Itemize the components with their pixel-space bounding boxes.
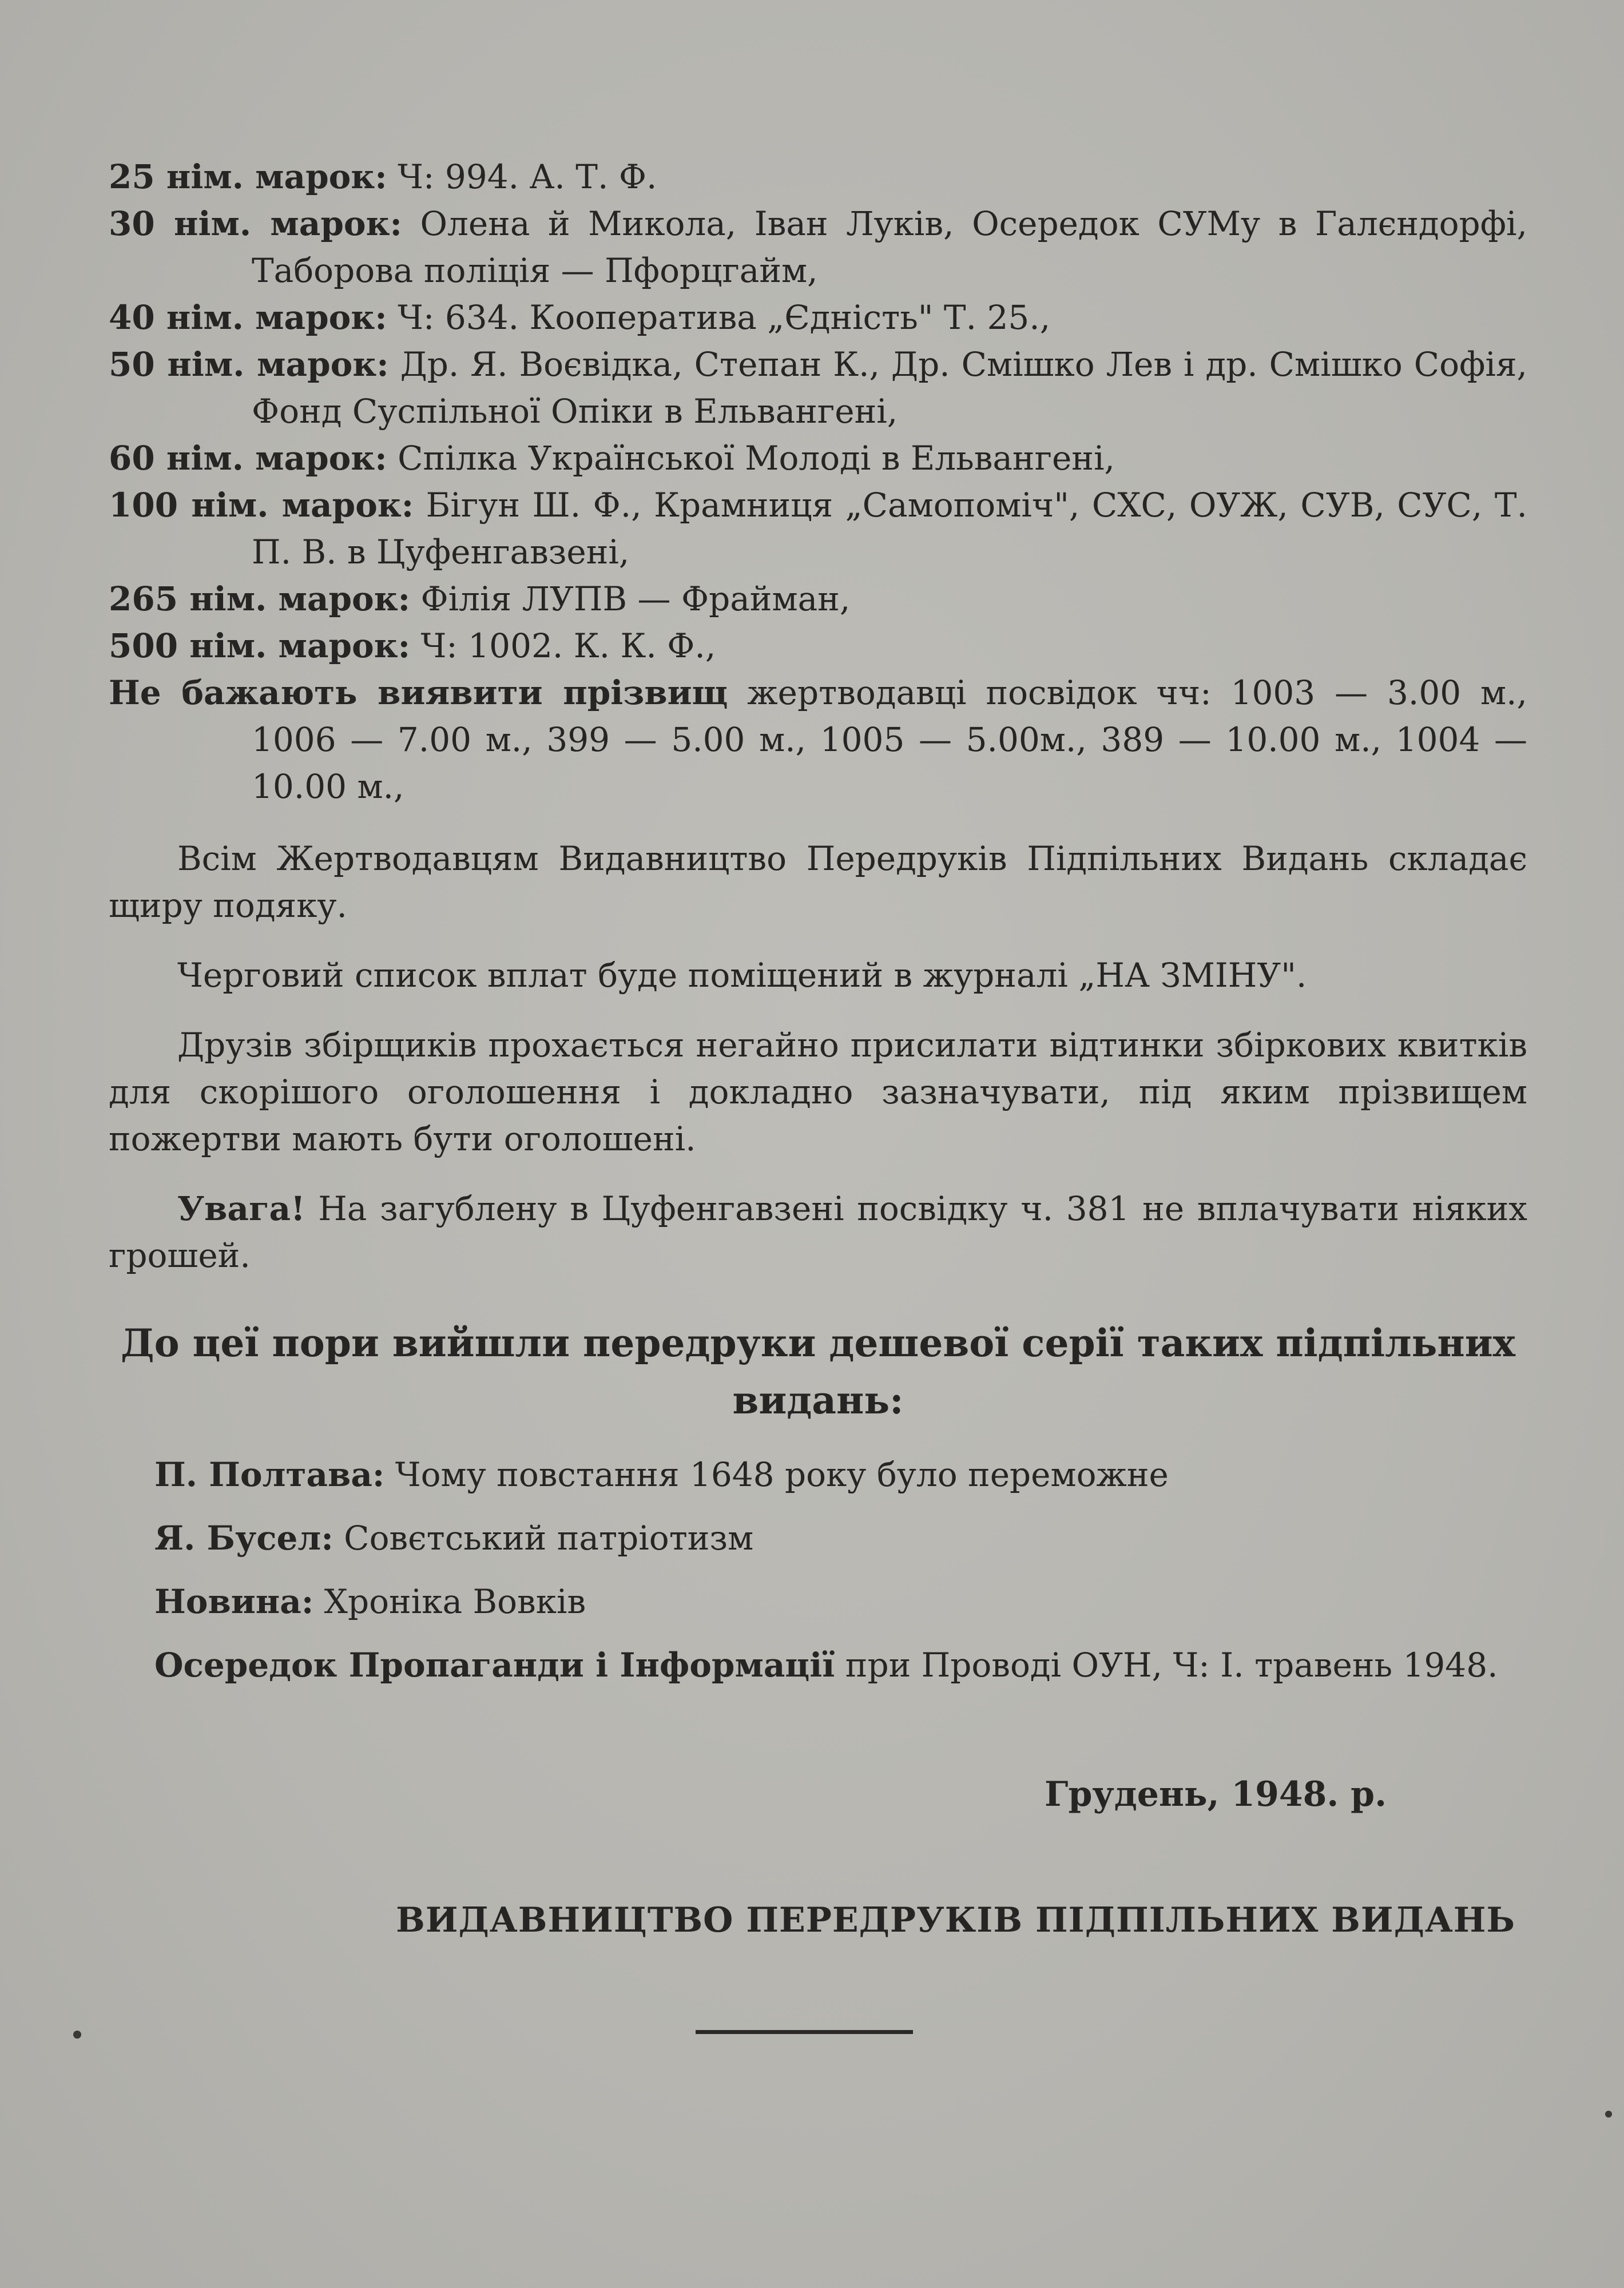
publication-item: [154, 1642, 1527, 1688]
donation-donors: Ч: 994. А. Т. Ф.: [387, 157, 657, 196]
publication-author: Я. Бусел:: [154, 1519, 333, 1558]
donation-amount-label: 30 нім. марок:: [109, 204, 402, 243]
print-speck: [1605, 2111, 1612, 2118]
warning-label: Увага!: [177, 1189, 305, 1228]
publication-title: при Проводі ОУН, Ч: І. травень 1948.: [835, 1646, 1498, 1685]
donation-donors: Ч: 1002. К. К. Ф.,: [410, 626, 716, 665]
donation-row: [109, 482, 1527, 575]
donation-row: [109, 435, 1527, 482]
publications-list: [109, 1452, 1527, 1688]
donation-row: [109, 575, 1527, 622]
donation-amount-label: 500 нім. марок:: [109, 626, 411, 665]
publication-title: Чому повстання 1648 року було переможне: [384, 1455, 1169, 1494]
publication-item: [154, 1515, 1527, 1561]
issue-date: Грудень, 1948. р.: [1045, 1774, 1387, 1814]
publication-author: Новина:: [154, 1582, 314, 1621]
donation-amount-label: 25 нім. марок:: [109, 157, 387, 196]
publication-title: Совєтський патріотизм: [333, 1519, 754, 1558]
donation-amount-label: 50 нім. марок:: [109, 345, 389, 384]
warning-paragraph: [109, 1185, 1527, 1279]
next-list-paragraph: Черговий список вплат буде поміщений в журналі „НА ЗМІНУ".: [177, 956, 1307, 995]
donation-donors: жертводавці посвідок чч: 1003 — 3.00 м., 1006 — 7.00 м., 399 — 5.00 м., 1005 — 5.00м., 389 — 10.00 м., 1004 — 10.00 м.,: [252, 673, 1527, 806]
donation-amount-label: 60 нім. марок:: [109, 439, 387, 478]
publication-author: П. Полтава:: [154, 1455, 385, 1494]
donation-amount-label: 265 нім. марок:: [109, 579, 411, 618]
thanks-paragraph: Всім Жертводавцям Видавництво Передруків Підпільних Видань складає щиру подяку.: [109, 839, 1527, 925]
donation-row: [109, 153, 1527, 200]
print-speck: [73, 2031, 81, 2039]
donation-row: [109, 341, 1527, 435]
donation-donors: Олена й Микола, Іван Луків, Осередок СУМу в Галєндорфі, Таборова поліція — Пфорцгайм,: [252, 204, 1528, 290]
page-content: [109, 153, 1527, 1706]
publication-author: Осередок Пропаганди і Інформації: [154, 1646, 835, 1685]
donation-donors: Ч: 634. Кооператива „Єдність" Т. 25.,: [387, 298, 1051, 337]
announcements: [109, 835, 1527, 1279]
donation-amount-label: 100 нім. марок:: [109, 486, 414, 525]
donation-donors: Філія ЛУПВ — Фрайман,: [410, 579, 851, 618]
donation-amount-label: 40 нім. марок:: [109, 298, 387, 337]
collectors-paragraph: Друзів збірщиків прохається негайно присилати відтинки збіркових квитків для скорішого оголошення і докладно зазначувати, під яким прізвищем пожертви мають бути оголошені.: [109, 1026, 1527, 1158]
donation-list: [109, 153, 1527, 810]
closing-rule: [696, 2030, 913, 2034]
publisher-name: ВИДАВНИЦТВО ПЕРЕДРУКІВ ПІДПІЛЬНИХ ВИДАНЬ: [396, 1900, 1515, 1940]
donation-donors: Др. Я. Воєвідка, Степан К., Др. Смішко Лев і др. Смішко Софія, Фонд Суспільної Опіки в Ельвангені,: [252, 345, 1527, 431]
donation-donors: Спілка Української Молоді в Ельвангені,: [387, 439, 1115, 478]
warning-text: На загублену в Цуфенгавзені посвідку ч. 381 не вплачувати ніяких грошей.: [109, 1189, 1527, 1275]
donation-row: [109, 200, 1527, 294]
donation-row-anonymous: [109, 669, 1527, 810]
publication-item: [154, 1579, 1527, 1624]
publication-title: Хроніка Вовків: [313, 1582, 586, 1621]
donation-row: [109, 622, 1527, 669]
publication-item: [154, 1452, 1527, 1497]
publications-heading: До цеї пори вийшли передруки дешевої серії таких підпільних видань:: [120, 1321, 1516, 1423]
donation-donors: Бігун Ш. Ф., Крамниця „Самопоміч", СХС, ОУЖ, СУВ, СУС, Т. П. В. в Цуфенгавзені,: [252, 486, 1527, 571]
donation-amount-label: Не бажають виявити прізвищ: [109, 673, 728, 712]
donation-row: [109, 294, 1527, 341]
